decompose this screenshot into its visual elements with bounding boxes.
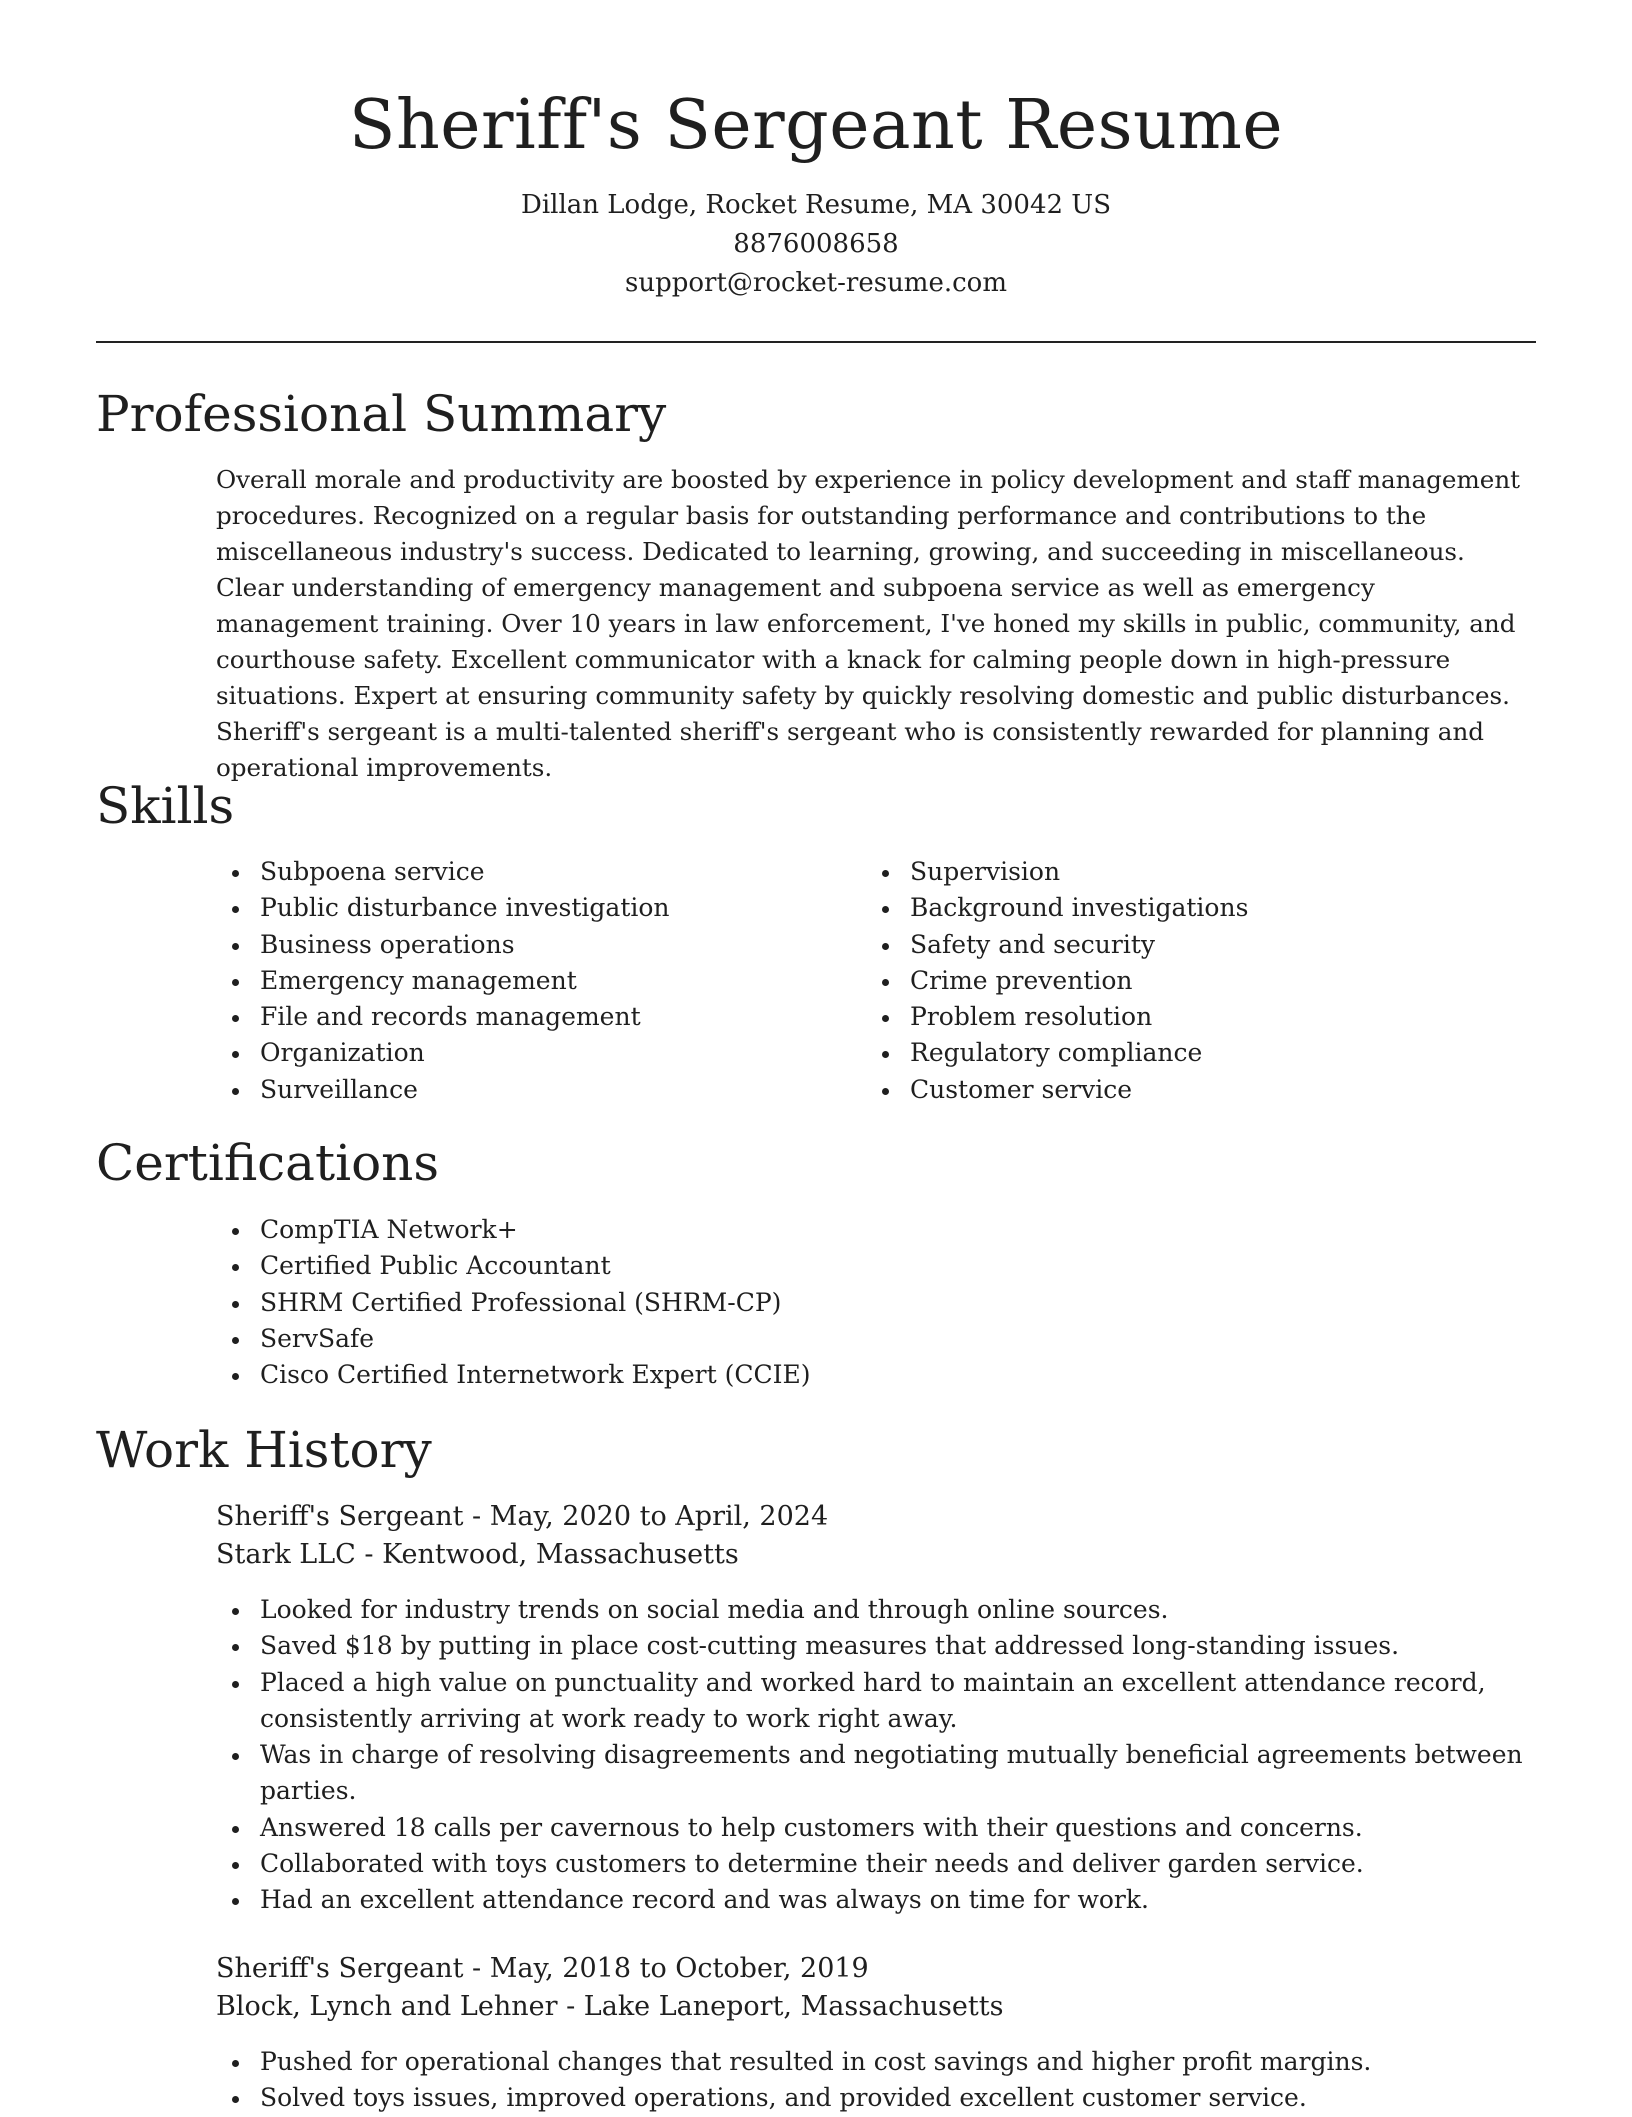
skill-item: Subpoena service [216, 854, 856, 890]
job-company: Block, Lynch and Lehner [216, 1991, 558, 2022]
resume-title: Sheriff's Sergeant Resume [348, 86, 1284, 165]
skill-item: File and records management [216, 999, 856, 1035]
certification-item: Certified Public Accountant [216, 1248, 1416, 1284]
job-bullet: Solved toys issues, improved operations, and provided excellent customer service. [216, 2080, 1536, 2116]
skill-item: Emergency management [216, 963, 856, 999]
job-company-line: Stark LLC - Kentwood, Massachusetts [216, 1539, 739, 1570]
skill-item: Regulatory compliance [866, 1035, 1506, 1071]
certification-item: Cisco Certified Internetwork Expert (CCIE) [216, 1357, 1416, 1393]
job-bullet: Saved $18 by putting in place cost-cutting measures that addressed long-standing issues. [216, 1628, 1536, 1664]
skills-list-left [216, 854, 856, 1108]
skill-item: Public disturbance investigation [216, 890, 856, 926]
certification-item: CompTIA Network+ [216, 1212, 1416, 1248]
skill-item: Organization [216, 1035, 856, 1071]
summary-heading: Professional Summary [96, 385, 667, 443]
job-bullet: Looked for industry trends on social media and through online sources. [216, 1592, 1536, 1628]
skills-list-right [866, 854, 1506, 1108]
skill-item: Problem resolution [866, 999, 1506, 1035]
job-title: Sheriff's Sergeant [216, 1501, 464, 1532]
skill-item: Supervision [866, 854, 1506, 890]
job-company-line: Block, Lynch and Lehner - Lake Laneport, Massachusetts [216, 1991, 1004, 2022]
job-bullet: Had an excellent attendance record and was always on time for work. [216, 1882, 1536, 1918]
job-bullet: Answered 18 calls per cavernous to help customers with their questions and concerns. [216, 1810, 1536, 1846]
skill-item: Background investigations [866, 890, 1506, 926]
job-bullets [216, 2044, 1536, 2117]
job-dates: May, 2020 to April, 2024 [489, 1501, 829, 1532]
certifications-heading: Certifications [96, 1134, 440, 1192]
skill-item: Customer service [866, 1072, 1506, 1108]
certifications-list [216, 1212, 1416, 1393]
work-history-heading: Work History [96, 1421, 432, 1479]
job-company: Stark LLC [216, 1539, 356, 1570]
job-bullet: Was in charge of resolving disagreements and negotiating mutually beneficial agreements between parties. [216, 1737, 1536, 1810]
skill-item: Crime prevention [866, 963, 1506, 999]
header-divider [96, 341, 1536, 343]
job-bullet: Placed a high value on punctuality and worked hard to maintain an excellent attendance record, consistently arriving at work ready to work right away. [216, 1665, 1536, 1738]
resume-header [0, 78, 1632, 303]
certification-item: SHRM Certified Professional (SHRM-CP) [216, 1285, 1416, 1321]
job-bullet: Collaborated with toys customers to determine their needs and deliver garden service. [216, 1846, 1536, 1882]
contact-phone: 8876008658 [733, 229, 899, 259]
contact-address: Dillan Lodge, Rocket Resume, MA 30042 US [520, 190, 1112, 220]
job-title-line: Sheriff's Sergeant - May, 2020 to April, 2024 [216, 1501, 829, 1532]
job-title-line: Sheriff's Sergeant - May, 2018 to October, 2019 [216, 1953, 869, 1984]
skills-heading: Skills [96, 777, 235, 835]
skill-item: Business operations [216, 927, 856, 963]
certification-item: ServSafe [216, 1321, 1416, 1357]
job-bullets [216, 1592, 1536, 1919]
skill-item: Surveillance [216, 1072, 856, 1108]
job-dates: May, 2018 to October, 2019 [489, 1953, 869, 1984]
summary-text: Overall morale and productivity are boosted by experience in policy development and staff management procedures. Recognized on a regular basis for outstanding performance and contributions to the miscellaneous industry's success. Dedicated to learning, growing, and succeeding in miscellaneous. Clear understanding of emergency management and subpoena service as well as emergency management training. Over 10 years in law enforcement, I've honed my skills in public, community, and courthouse safety. Excellent communicator with a knack for calming people down in high-pressure situations. Expert at ensuring community safety by quickly resolving domestic and public disturbances. Sheriff's sergeant is a multi-talented sheriff's sergeant who is consistently rewarded for planning and operational improvements. [216, 465, 1521, 782]
job-bullet: Pushed for operational changes that resulted in cost savings and higher profit margins. [216, 2044, 1536, 2080]
job-location: Lake Laneport, Massachusetts [583, 1991, 1004, 2022]
contact-email: support@rocket-resume.com [624, 268, 1007, 298]
skill-item: Safety and security [866, 927, 1506, 963]
job-location: Kentwood, Massachusetts [382, 1539, 739, 1570]
job-title: Sheriff's Sergeant [216, 1953, 464, 1984]
